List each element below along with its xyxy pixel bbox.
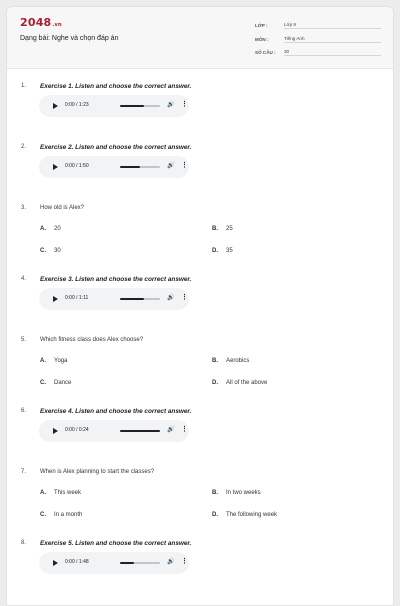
audio-seek-fill bbox=[120, 105, 144, 107]
audio-seek-bar[interactable] bbox=[120, 430, 160, 432]
audio-seek-fill bbox=[120, 430, 160, 432]
audio-player[interactable] bbox=[39, 552, 189, 574]
logo-text: 2048 bbox=[20, 16, 52, 29]
audio-seek-bar[interactable] bbox=[120, 562, 160, 564]
volume-icon[interactable]: 🔊 bbox=[167, 295, 175, 301]
meta-value: 30 bbox=[284, 49, 381, 56]
option-text: 35 bbox=[226, 248, 233, 254]
play-icon[interactable] bbox=[53, 560, 58, 566]
more-vert-icon[interactable]: ⋮ bbox=[181, 558, 188, 565]
option-text: Dance bbox=[54, 380, 72, 386]
meta-row-class bbox=[255, 17, 381, 29]
meta-row-subject bbox=[255, 31, 381, 43]
question-text: Exercise 5. Listen and choose the correct answer. bbox=[40, 540, 192, 547]
audio-seek-bar[interactable] bbox=[120, 105, 160, 107]
option-text: Aerobics bbox=[226, 358, 250, 364]
option-letter: D. bbox=[212, 380, 218, 386]
option-letter: B. bbox=[212, 490, 218, 496]
audio-seek-fill bbox=[120, 562, 134, 564]
question-text: Exercise 4. Listen and choose the correct answer. bbox=[40, 408, 192, 415]
meta-value: Lớp 9 bbox=[284, 22, 381, 29]
audio-time: 0:00 / 1:23 bbox=[65, 102, 89, 108]
option-text: 30 bbox=[54, 248, 61, 254]
audio-player[interactable] bbox=[39, 95, 189, 117]
more-vert-icon[interactable]: ⋮ bbox=[181, 294, 188, 301]
option-letter: D. bbox=[212, 248, 218, 254]
question-number: 3. bbox=[21, 205, 27, 211]
more-vert-icon[interactable]: ⋮ bbox=[181, 162, 188, 169]
worksheet-header bbox=[7, 7, 393, 69]
option-d[interactable] bbox=[212, 248, 233, 254]
question-text: Exercise 3. Listen and choose the correct answer. bbox=[40, 276, 192, 283]
option-text: 20 bbox=[54, 226, 61, 232]
audio-seek-bar[interactable] bbox=[120, 166, 160, 168]
question-number: 2. bbox=[21, 144, 27, 150]
logo-suffix: .vn bbox=[52, 22, 62, 28]
question-number: 8. bbox=[21, 540, 27, 546]
meta-value: Tiếng Anh bbox=[284, 36, 381, 43]
option-b[interactable] bbox=[212, 226, 233, 232]
option-b[interactable] bbox=[212, 490, 261, 496]
option-letter: B. bbox=[212, 226, 218, 232]
question-text: Exercise 1. Listen and choose the correct answer. bbox=[40, 83, 192, 90]
audio-time: 0:00 / 1:50 bbox=[65, 163, 89, 169]
option-letter: B. bbox=[212, 358, 218, 364]
question-text: How old is Alex? bbox=[40, 205, 85, 211]
audio-player[interactable] bbox=[39, 288, 189, 310]
volume-icon[interactable]: 🔊 bbox=[167, 102, 175, 108]
logo bbox=[20, 16, 62, 29]
option-letter: C. bbox=[40, 380, 46, 386]
option-a[interactable] bbox=[40, 358, 67, 364]
question-text: Which fitness class does Alex choose? bbox=[40, 337, 144, 343]
audio-seek-fill bbox=[120, 298, 144, 300]
option-d[interactable] bbox=[212, 380, 267, 386]
option-letter: C. bbox=[40, 248, 46, 254]
option-letter: C. bbox=[40, 512, 46, 518]
option-letter: A. bbox=[40, 490, 46, 496]
question-number: 6. bbox=[21, 408, 27, 414]
more-vert-icon[interactable]: ⋮ bbox=[181, 101, 188, 108]
option-c[interactable] bbox=[40, 512, 82, 518]
option-letter: D. bbox=[212, 512, 218, 518]
question-number: 4. bbox=[21, 276, 27, 282]
play-icon[interactable] bbox=[53, 296, 58, 302]
volume-icon[interactable]: 🔊 bbox=[167, 559, 175, 565]
worksheet-meta bbox=[255, 17, 381, 58]
play-icon[interactable] bbox=[53, 428, 58, 434]
audio-time: 0:00 / 1:48 bbox=[65, 559, 89, 565]
option-c[interactable] bbox=[40, 380, 71, 386]
option-b[interactable] bbox=[212, 358, 249, 364]
question-number: 7. bbox=[21, 469, 27, 475]
audio-time: 0:00 / 0:24 bbox=[65, 427, 89, 433]
volume-icon[interactable]: 🔊 bbox=[167, 163, 175, 169]
option-a[interactable] bbox=[40, 226, 61, 232]
option-letter: A. bbox=[40, 226, 46, 232]
more-vert-icon[interactable]: ⋮ bbox=[181, 426, 188, 433]
option-d[interactable] bbox=[212, 512, 277, 518]
audio-time: 0:00 / 1:11 bbox=[65, 295, 89, 301]
audio-seek-bar[interactable] bbox=[120, 298, 160, 300]
volume-icon[interactable]: 🔊 bbox=[167, 427, 175, 433]
option-text: In two weeks bbox=[226, 490, 261, 496]
audio-player[interactable] bbox=[39, 420, 189, 442]
meta-key: SỐ CÂU : bbox=[255, 50, 276, 55]
meta-row-count bbox=[255, 44, 381, 56]
option-text: The following week bbox=[226, 512, 278, 518]
question-number: 5. bbox=[21, 337, 27, 343]
option-c[interactable] bbox=[40, 248, 61, 254]
play-icon[interactable] bbox=[53, 164, 58, 170]
option-letter: A. bbox=[40, 358, 46, 364]
audio-seek-fill bbox=[120, 166, 140, 168]
play-icon[interactable] bbox=[53, 103, 58, 109]
option-a[interactable] bbox=[40, 490, 81, 496]
option-text: All of the above bbox=[226, 380, 268, 386]
worksheet-subtitle: Dạng bài: Nghe và chọn đáp án bbox=[20, 35, 119, 42]
meta-key: LỚP : bbox=[255, 23, 268, 28]
meta-key: MÔN : bbox=[255, 36, 269, 42]
worksheet bbox=[6, 6, 394, 606]
option-text: Yoga bbox=[54, 358, 68, 364]
audio-player[interactable] bbox=[39, 156, 189, 178]
question-text: When is Alex planning to start the classes? bbox=[40, 469, 155, 475]
question-text: Exercise 2. Listen and choose the correct answer. bbox=[40, 144, 192, 151]
option-text: 25 bbox=[226, 226, 233, 232]
option-text: In a month bbox=[54, 512, 83, 518]
option-text: This week bbox=[54, 490, 82, 496]
question-number: 1. bbox=[21, 83, 27, 89]
